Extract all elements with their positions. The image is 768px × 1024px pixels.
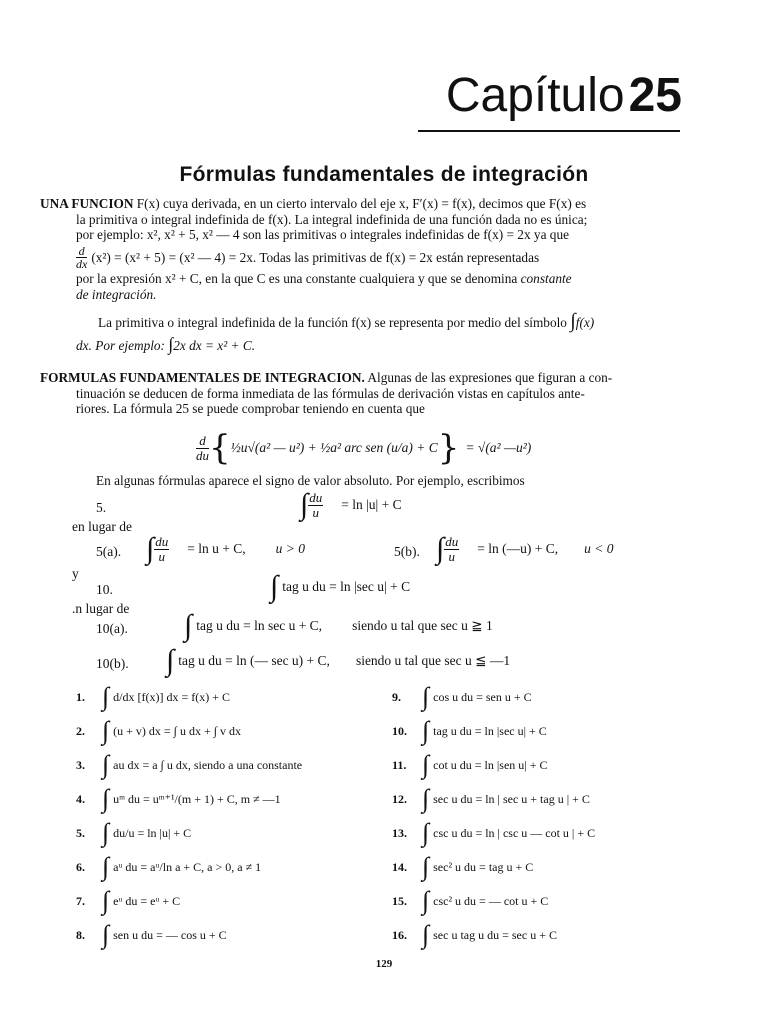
du-u-fraction: $\frac{du}{u}$: [309, 489, 323, 520]
f5-formula: [300, 490, 402, 520]
integral-sign-icon: ∫: [422, 716, 430, 745]
f10a-rhs: tag u du = ln sec u + C,: [196, 618, 323, 633]
formula-item: 3. ∫ au dx = a ∫ u dx, siendo a una constante: [76, 750, 303, 779]
left-brace: {: [209, 428, 231, 468]
chapter-word: Capítulo: [445, 69, 625, 122]
para2-c: dx. Por ejemplo:: [76, 337, 165, 353]
integral-sign-icon: ∫: [422, 852, 430, 881]
integral-sign-icon: ∫: [422, 920, 430, 949]
formula-item: 9. ∫ cos u du = sen u + C: [392, 682, 532, 711]
f5a-cond: u > 0: [275, 541, 305, 556]
integral-sign-icon: ∫: [102, 818, 110, 847]
f5a-rhs: = ln u + C,: [187, 541, 246, 556]
formula-item: 2. ∫ (u + v) dx = ∫ u dx + ∫ v dx: [76, 716, 241, 745]
integral-sign-icon: ∫: [422, 682, 430, 711]
formula-list-left: [76, 680, 396, 952]
formula-item: 7. ∫ eᵘ du = eᵘ + C: [76, 886, 181, 915]
formula-item: 8. ∫ sen u du = — cos u + C: [76, 920, 227, 949]
integral-sign-icon: ∫: [422, 886, 430, 915]
chapter-number: 25: [628, 69, 682, 122]
f10a-label: 10(a).: [96, 621, 128, 636]
en-lugar-de: en lugar de: [72, 519, 132, 534]
du-u-fraction: $\frac{du}{u}$: [155, 533, 169, 564]
formula-item: 1. ∫ d/dx [f(x)] dx = f(x) + C: [76, 682, 230, 711]
f10b-label: 10(b).: [96, 656, 129, 671]
integral-sign-icon: ∫: [166, 644, 175, 677]
integral-sign-icon: ∫: [102, 716, 110, 745]
formula-item: 5. ∫ du/u = ln |u| + C: [76, 818, 192, 847]
intro-lead: UNA FUNCION: [40, 196, 134, 211]
formula-item: 16. ∫ sec u tag u du = sec u + C: [392, 920, 557, 949]
integral-sign-icon: ∫: [146, 532, 155, 565]
abs-note: En algunas fórmulas aparece el signo de valor absoluto. Por ejemplo, escribimos: [96, 473, 525, 488]
display-derivative: [196, 428, 531, 468]
formula-item: 13. ∫ csc u du = ln | csc u — cot u | + C: [392, 818, 596, 847]
f10-rhs: tag u du = ln |sec u| + C: [282, 579, 411, 594]
page-number: 129: [375, 958, 393, 970]
f5b-label: 5(b).: [394, 544, 420, 559]
formula-list-right: [392, 680, 722, 952]
f5-label: 5.: [96, 500, 107, 515]
f10b-rhs: tag u du = ln (— sec u) + C,: [178, 653, 330, 668]
intro-line6: de integración.: [76, 286, 157, 302]
integral-sign-icon: ∫: [570, 310, 576, 333]
formula-item: 11. ∫ cot u du = ln |sen u| + C: [392, 750, 548, 779]
formulas-line2: tinuación se deducen de forma inmediata de las fórmulas de derivación vistas en capítulos ante-: [76, 385, 585, 401]
intro-line2: la primitiva o integral indefinida de f(x). La integral indefinida de una función dada no es única;: [76, 211, 588, 227]
formulas-lead: FORMULAS FUNDAMENTALES DE INTEGRACION.: [40, 370, 365, 385]
f5-rhs: = ln |u| + C: [341, 497, 402, 512]
d-dx-fraction: $\frac{d}{dx}$: [76, 243, 88, 272]
formula-item: 15. ∫ csc² u du = — cot u + C: [392, 886, 549, 915]
formula-item: 6. ∫ aᵘ du = aᵘ/ln a + C, a > 0, a ≠ 1: [76, 852, 262, 881]
formulas-intro: [40, 370, 686, 417]
intro-line5: por la expresión x² + C, en la que C es una constante cualquiera y que se denomina: [76, 270, 518, 286]
integral-sign-icon: ∫: [184, 609, 193, 642]
right-brace: }: [437, 428, 460, 468]
para2-a: La primitiva o integral indefinida de la función f(x) se representa por medio del símbolo: [98, 315, 567, 331]
d-du-fraction: $\frac{d}{du}$: [196, 432, 209, 463]
display-expression: ½u√(a² — u²) + ½a² arc sen (u/a) + C: [230, 440, 438, 455]
intro-line1: F(x) cuya derivada, en un cierto intervalo del eje x, F′(x) = f(x), decimos que F(x) es: [136, 196, 587, 211]
en-lugar-de-2: .n lugar de: [72, 601, 130, 616]
formula-item: 14. ∫ sec² u du = tag u + C: [392, 852, 534, 881]
integral-sign-icon: ∫: [422, 750, 430, 779]
chapter-rule: [418, 130, 680, 132]
display-result: = √(a² —u²): [465, 440, 532, 455]
formula-item: 10. ∫ tag u du = ln |sec u| + C: [392, 716, 547, 745]
integral-sign-icon: ∫: [102, 920, 110, 949]
f5a-formula: [146, 534, 305, 564]
integral-sign-icon: ∫: [168, 333, 174, 354]
formulas-line3: riores. La fórmula 25 se puede comprobar teniendo en cuenta que: [76, 401, 425, 417]
f5b-formula: [436, 534, 613, 564]
f5a-label: 5(a).: [96, 544, 122, 559]
integral-sign-icon: ∫: [270, 570, 279, 603]
integral-sign-icon: ∫: [102, 852, 110, 881]
f10-formula: [270, 572, 410, 602]
integral-sign-icon: ∫: [102, 886, 110, 915]
f10a-cond: siendo u tal que sec u ≧ 1: [352, 618, 493, 633]
para2-b: f(x): [575, 315, 595, 331]
integral-sign-icon: ∫: [436, 532, 445, 565]
chapter-heading: [445, 69, 682, 122]
integral-sign-icon: ∫: [102, 750, 110, 779]
page-title: Fórmulas fundamentales de integración: [179, 163, 589, 186]
integral-sign-icon: ∫: [422, 818, 430, 847]
f10b-formula: [166, 646, 510, 676]
integral-sign-icon: ∫: [102, 682, 110, 711]
integral-sign-icon: ∫: [300, 488, 309, 521]
du-u-fraction: $\frac{du}{u}$: [445, 533, 459, 564]
f10-label: 10.: [96, 582, 113, 597]
intro-line5-em: constante: [520, 270, 572, 286]
formulas-line1: Algunas de las expresiones que figuran a con-: [367, 370, 613, 385]
integral-sign-icon: ∫: [102, 784, 110, 813]
formula-item: 12. ∫ sec u du = ln | sec u + tag u | + C: [392, 784, 590, 813]
integral-sign-icon: ∫: [422, 784, 430, 813]
intro-line4: (x²) = (x² + 5) = (x² — 4) = 2x. Todas las primitivas de f(x) = 2x están representadas: [91, 250, 540, 266]
intro-line3: por ejemplo: x², x² + 5, x² — 4 son las primitivas o integrales indefinidas de f(x) = 2x ya que: [76, 227, 569, 243]
f10b-cond: siendo u tal que sec u ≦ —1: [355, 653, 511, 668]
f5b-rhs: = ln (—u) + C,: [477, 541, 559, 556]
para2-d: 2x dx = x² + C.: [173, 337, 256, 353]
intro-paragraph: [40, 196, 686, 353]
f5b-cond: u < 0: [584, 541, 614, 556]
y-connector: y: [72, 566, 79, 581]
formula-item: 4. ∫ uᵐ du = uᵐ⁺¹/(m + 1) + C, m ≠ —1: [76, 784, 281, 813]
f10a-formula: [184, 611, 493, 641]
